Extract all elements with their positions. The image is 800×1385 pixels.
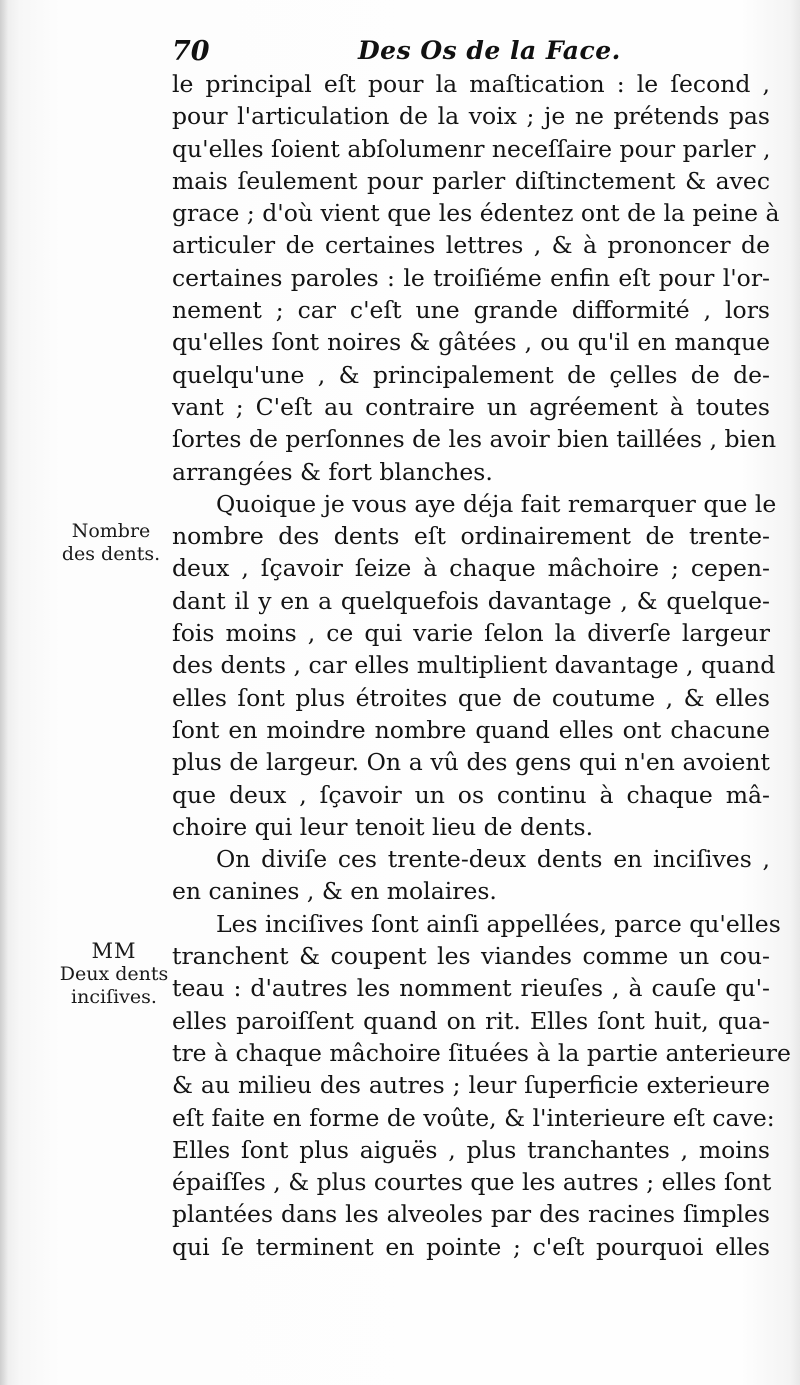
text-line: nement ; car c'eſt une grande difformité , lors	[172, 296, 770, 325]
text-line: certaines paroles : le troiſiéme enfin eſt pour l'or-	[172, 263, 770, 292]
margin-note-incisors	[46, 940, 182, 1009]
text-line: & au milieu des autres ; leur ſuperficie exterieure	[172, 1071, 770, 1100]
margin-note-line: inciſives.	[71, 986, 157, 1008]
page-number: 70	[172, 36, 210, 67]
gutter-shadow	[0, 0, 8, 1385]
text-line: teau : d'autres les nomment rieuſes , à cauſe qu'-	[172, 974, 770, 1003]
margin-note-line: Nombre	[71, 520, 151, 542]
margin-note-line: des dents.	[61, 543, 161, 565]
paragraph-3	[172, 843, 770, 908]
body-text	[172, 68, 791, 1263]
text-line: Quoique je vous aye déja fait remarquer que le	[216, 489, 777, 518]
text-line: Elles ſont plus aiguës , plus tranchantes , moins	[172, 1135, 770, 1164]
text-line: choire qui leur tenoit lieu de dents.	[172, 812, 594, 841]
text-line: tre à chaque mâchoire ſituées à la partie anterieure	[172, 1038, 791, 1067]
text-line: fois moins , ce qui varie ſelon la diverſe largeur	[172, 619, 770, 648]
text-line: pour l'articulation de la voix ; je ne prétends pas	[172, 102, 770, 131]
text-line: arrangées & fort blanches.	[172, 457, 493, 486]
text-line: On diviſe ces trente-deux dents en inciſives ,	[216, 845, 770, 874]
margin-note-number-of-teeth	[48, 520, 174, 566]
page-header	[172, 32, 772, 72]
text-line: qui ſe terminent en pointe ; c'eſt pourquoi elles	[172, 1232, 770, 1261]
text-line: vant ; C'eſt au contraire un agréement à toutes	[172, 392, 770, 421]
text-line: ſont en moindre nombre quand elles ont chacune	[172, 715, 770, 744]
text-line: qu'elles ſont noires & gâtées , ou qu'il en manque	[172, 328, 770, 357]
text-line: plus de largeur. On a vû des gens qui n'en avoient	[172, 748, 770, 777]
text-line: des dents , car elles multiplient davantage , quand	[172, 651, 776, 680]
margin-note-mark: MM	[91, 939, 137, 963]
text-line: ſortes de perſonnes de les avoir bien taillées , bien	[172, 425, 777, 454]
text-line: le principal eſt pour la maſtication : le ſecond ,	[172, 70, 770, 98]
text-line: eſt faite en forme de voûte, & l'interieure eſt cave:	[172, 1103, 775, 1132]
text-line: plantées dans les alveoles par des racines ſimples	[172, 1200, 770, 1229]
text-line: elles ſont plus étroites que de coutume , & elles	[172, 683, 770, 712]
text-line: que deux , ſçavoir un os continu à chaque mâ-	[172, 780, 770, 809]
text-line: qu'elles ſoient abſolumenr neceſſaire pour parler ,	[172, 134, 771, 163]
paragraph-4	[172, 908, 791, 1263]
paragraph-1	[172, 68, 780, 488]
margin-note-line: Deux dents	[59, 963, 169, 985]
text-line: épaiſſes , & plus courtes que les autres ; elles ſont	[172, 1168, 772, 1197]
running-title: Des Os de la Face.	[358, 36, 621, 65]
text-line: nombre des dents eſt ordinairement de trente-	[172, 522, 770, 551]
text-line: Les inciſives ſont ainſi appellées, parce qu'elles	[216, 909, 781, 938]
text-line: deux , ſçavoir ſeize à chaque mâchoire ; cepen-	[172, 554, 770, 583]
paragraph-2	[172, 488, 777, 843]
text-line: tranchent & coupent les viandes comme un cou-	[172, 942, 770, 971]
text-line: quelqu'une , & principalement de çelles de de-	[172, 360, 770, 389]
text-line: dant il y en a quelquefois davantage , & quelque-	[172, 586, 770, 615]
text-line: elles paroiſſent quand on rit. Elles ſont huit, qua-	[172, 1006, 770, 1035]
text-line: mais ſeulement pour parler diſtinctement & avec	[172, 166, 770, 195]
text-line: en canines , & en molaires.	[172, 877, 497, 906]
text-line: articuler de certaines lettres , & à prononcer de	[172, 231, 770, 260]
text-line: grace ; d'où vient que les édentez ont de la peine à	[172, 199, 780, 228]
